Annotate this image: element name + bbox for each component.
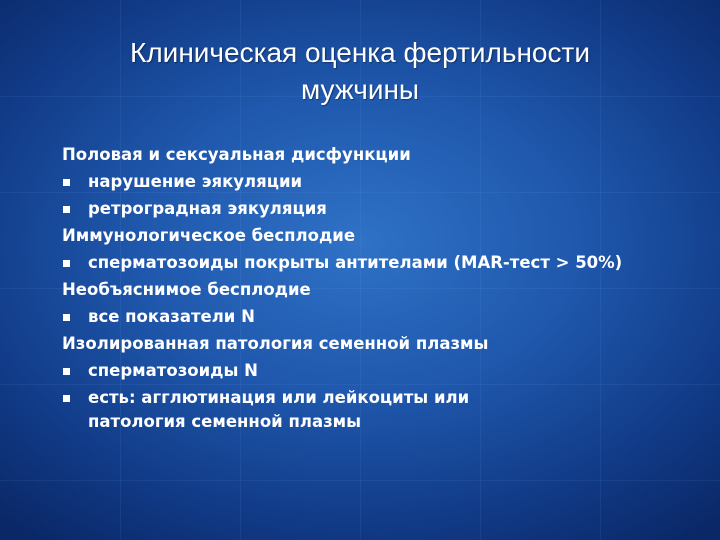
bullet-item	[62, 168, 692, 195]
bullet-text: сперматозоиды N	[88, 360, 258, 380]
section-heading: Изолированная патология семенной плазмы	[62, 334, 489, 353]
bullet-text: ретроградная эякуляция	[88, 198, 327, 218]
section-heading: Половая и сексуальная дисфункции	[62, 145, 411, 164]
square-bullet-icon	[63, 395, 70, 402]
bullet-item	[62, 195, 692, 222]
bullet-text: нарушение эякуляции	[88, 171, 303, 191]
slide-title	[40, 34, 680, 108]
section-heading: Иммунологическое бесплодие	[62, 226, 356, 245]
slide-content	[62, 141, 692, 435]
square-bullet-icon	[63, 314, 70, 321]
bullet-item	[62, 384, 692, 435]
slide-title-line-1: Клиническая оценка фертильности	[130, 37, 590, 68]
bullet-item	[62, 249, 692, 276]
bullet-item	[62, 303, 692, 330]
square-bullet-icon	[63, 179, 70, 186]
section-heading: Необъяснимое бесплодие	[62, 280, 311, 299]
bullet-item	[62, 357, 692, 384]
square-bullet-icon	[63, 206, 70, 213]
bullet-text: сперматозоиды покрыты антителами (MAR-тест > 50%)	[88, 252, 623, 272]
square-bullet-icon	[63, 260, 70, 267]
square-bullet-icon	[63, 368, 70, 375]
slide-title-line-2: мужчины	[300, 74, 420, 105]
bullet-text: есть: агглютинация или лейкоциты или патология семенной плазмы	[88, 387, 470, 431]
bullet-text: все показатели N	[88, 306, 255, 326]
